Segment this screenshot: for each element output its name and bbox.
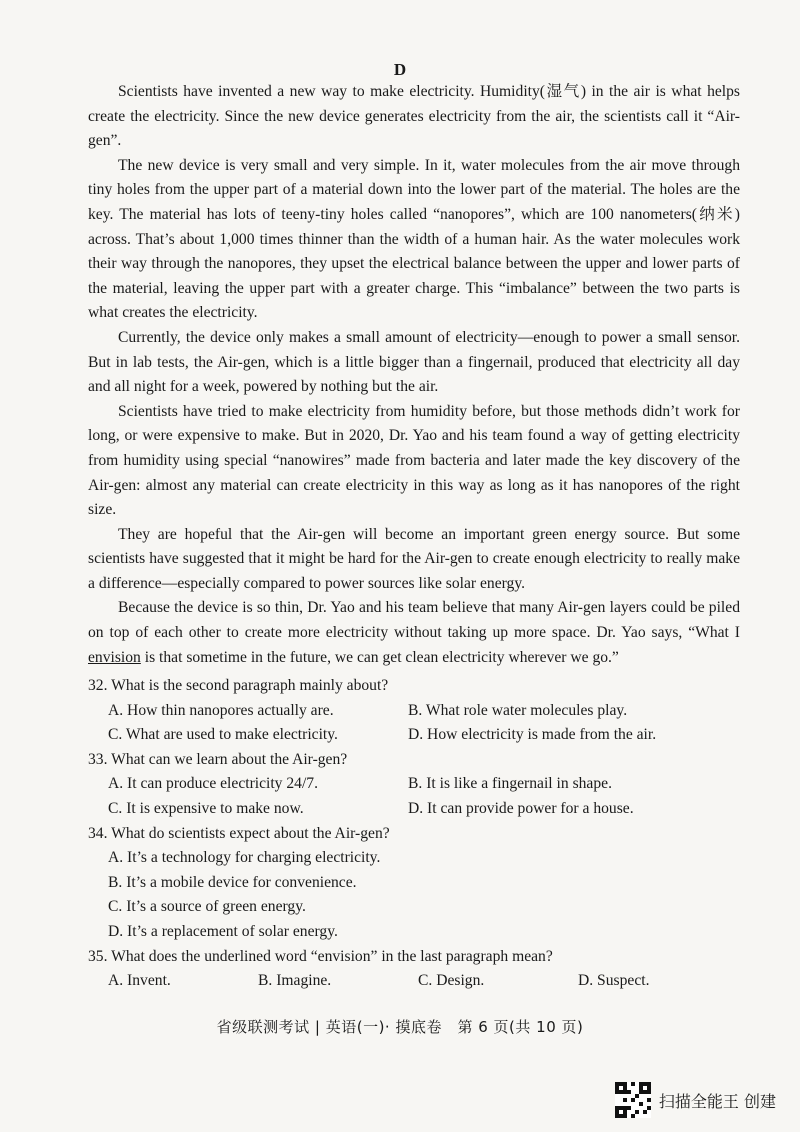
paragraph-6-text-start: Because the device is so thin, Dr. Yao and his team believe that many Air-gen layers could be piled on top of each other to create more electricity without taking up more space. Dr. Yao says, “What I <box>88 599 740 642</box>
question-35 <box>88 945 740 994</box>
question-stem: 35. What does the underlined word “envision” in the last paragraph mean? <box>88 947 553 965</box>
option-c[interactable]: C. It’s a source of green energy. <box>108 898 306 916</box>
option-c[interactable]: C. Design. <box>418 972 485 990</box>
question-stem: 33. What can we learn about the Air-gen? <box>88 750 348 768</box>
question-list <box>88 674 740 994</box>
passage-paragraph-6 <box>88 596 740 670</box>
section-letter: D <box>393 60 407 79</box>
option-b[interactable]: B. It’s a mobile device for convenience. <box>108 873 357 891</box>
question-33 <box>88 748 740 822</box>
scanner-watermark <box>615 1082 776 1118</box>
passage-paragraph-1: Scientists have invented a new way to make electricity. Humidity(湿气) in the air is what helps create the electricity. Since the new device generates electricity from the air, the scientists call it “Air-gen”. <box>88 83 740 150</box>
paragraph-6-text-end: is that sometime in the future, we can get clean electricity wherever we go.” <box>140 648 619 666</box>
underlined-word: envision <box>88 648 141 666</box>
passage-paragraph-3: Currently, the device only makes a small amount of electricity—enough to power a small sensor. But in lab tests, the Air-gen, which is a little bigger than a fingernail, produced that electricity all day and all night for a week, powered by nothing but the air. <box>88 328 740 396</box>
question-32 <box>88 674 740 748</box>
option-a[interactable]: A. Invent. <box>108 972 171 990</box>
option-a[interactable]: A. It’s a technology for charging electricity. <box>108 849 381 867</box>
option-d[interactable]: D. How electricity is made from the air. <box>408 726 657 744</box>
option-b[interactable]: B. What role water molecules play. <box>408 701 628 719</box>
qr-code-icon <box>615 1082 651 1118</box>
question-stem: 32. What is the second paragraph mainly about? <box>88 677 389 694</box>
option-c[interactable]: C. It is expensive to make now. <box>108 799 304 817</box>
page-footer: 省级联测考试 | 英语(一)· 摸底卷 第 6 页(共 10 页) <box>216 1018 584 1036</box>
reading-passage <box>88 80 740 670</box>
passage-paragraph-5: They are hopeful that the Air-gen will become an important green energy source. But some scientists have suggested that it might be hard for the Air-gen to create enough electricity to really make a difference—especially compared to power sources like solar energy. <box>88 525 740 592</box>
question-stem: 34. What do scientists expect about the Air-gen? <box>88 824 390 842</box>
watermark-text: 扫描全能王 创建 <box>658 1091 776 1111</box>
option-d[interactable]: D. It’s a replacement of solar energy. <box>108 922 338 940</box>
option-d[interactable]: D. It can provide power for a house. <box>408 799 634 817</box>
option-a[interactable]: A. How thin nanopores actually are. <box>108 701 334 719</box>
option-a[interactable]: A. It can produce electricity 24/7. <box>108 775 318 793</box>
passage-paragraph-4: Scientists have tried to make electricity from humidity before, but those methods didn’t work for long, or were expensive to make. But in 2020, Dr. Yao and his team found a way of getting electricity from humidity using special “nanowires” made from bacteria and later made the key discovery of the Air-gen: almost any material can create electricity in this way as long as it has nanopores of the right size. <box>88 402 740 519</box>
option-b[interactable]: B. Imagine. <box>258 972 332 990</box>
option-b[interactable]: B. It is like a fingernail in shape. <box>408 775 612 793</box>
question-34 <box>88 822 740 945</box>
option-d[interactable]: D. Suspect. <box>578 972 650 990</box>
passage-paragraph-2: The new device is very small and very simple. In it, water molecules from the air move through tiny holes from the upper part of a material down into the lower part of the material. The holes are the key. The material has lots of teeny-tiny holes called “nanopores”, which are 100 nanometers(纳米) across. That’s about 1,000 times thinner than the width of a human hair. As the water molecules work their way through the nanopores, they upset the electrical balance between the upper and lower parts of the material, leaving the upper part with a greater charge. This “imbalance” between the two parts is what creates the electricity. <box>88 156 740 322</box>
option-c[interactable]: C. What are used to make electricity. <box>108 726 338 744</box>
